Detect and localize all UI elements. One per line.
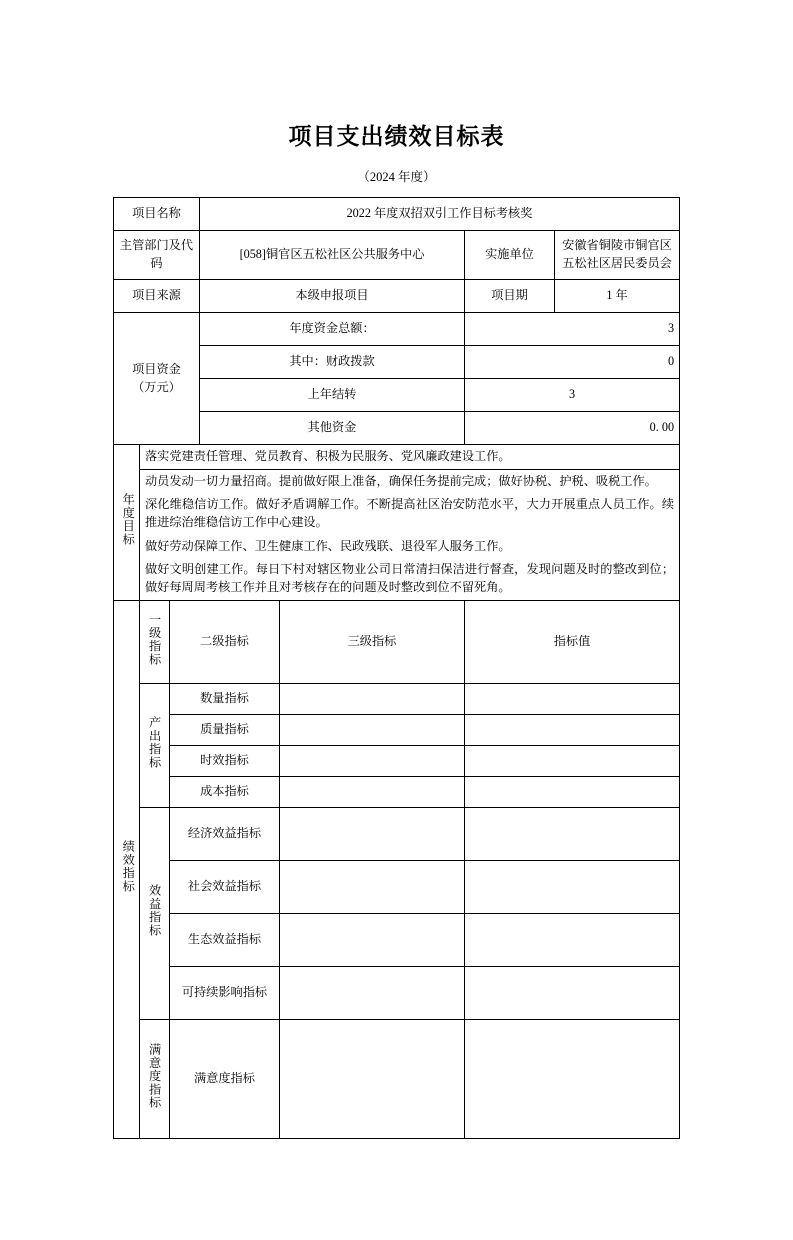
table-row: [113, 280, 679, 313]
project-period-label: 项目期: [464, 280, 554, 313]
table-row: [113, 535, 679, 559]
satisfaction-group-label: 满意度指标: [139, 1019, 169, 1138]
document-page: [0, 118, 793, 1240]
indicator-level2: 质量指标: [169, 714, 279, 745]
indicator-level2: 数量指标: [169, 683, 279, 714]
annual-goal-paragraph: 深化维稳信访工作。做好矛盾调解工作。不断提高社区治安防范水平，大力开展重点人员工作。续推进综治维稳信访工作中心建设。: [139, 493, 679, 534]
table-row: [113, 807, 679, 860]
table-row: [113, 683, 679, 714]
annual-goal-paragraph: 做好劳动保障工作、卫生健康工作、民政残联、退役军人服务工作。: [139, 535, 679, 559]
table-row: [113, 745, 679, 776]
indicator-level3: [279, 683, 464, 714]
dept-label: 主管部门及代码: [113, 231, 199, 280]
indicator-value: [464, 714, 679, 745]
table-row: [113, 558, 679, 600]
indicator-level2: 社会效益指标: [169, 860, 279, 913]
page-subtitle: （2024 年度）: [357, 170, 436, 184]
table-row: [113, 231, 679, 280]
indicator-header-level3: 三级指标: [279, 600, 464, 683]
page-title: 项目支出绩效目标表: [288, 124, 505, 149]
annual-goal-label: 年度目标: [113, 445, 139, 601]
table-row: [113, 600, 679, 683]
performance-label: 绩效指标: [113, 600, 139, 1138]
table-row: [113, 445, 679, 470]
indicator-level3: [279, 1019, 464, 1138]
funds-row-name: 其中：财政拨款: [199, 346, 464, 379]
table-row: [113, 714, 679, 745]
indicator-value: [464, 1019, 679, 1138]
funds-label-line2: （万元）: [132, 379, 181, 394]
funds-label-line1: 项目资金: [132, 361, 181, 376]
performance-target-table: [113, 197, 680, 1139]
indicator-level3: [279, 966, 464, 1019]
indicator-level2: 可持续影响指标: [169, 966, 279, 1019]
project-source-label: 项目来源: [113, 280, 199, 313]
indicator-header-level2: 二级指标: [169, 600, 279, 683]
table-row: [113, 469, 679, 493]
indicator-level3: [279, 807, 464, 860]
indicator-level2: 满意度指标: [169, 1019, 279, 1138]
funds-label: [113, 313, 199, 445]
table-row: [113, 198, 679, 231]
table-row: [113, 1019, 679, 1138]
output-group-label: 产出指标: [139, 683, 169, 807]
project-source-value: 本级申报项目: [199, 280, 464, 313]
indicator-level3: [279, 860, 464, 913]
annual-goal-paragraph: 落实党建责任管理、党员教育、积极为民服务、党风廉政建设工作。: [139, 445, 679, 470]
funds-row-value: 0. 00: [464, 412, 679, 445]
funds-row-value: 3: [464, 313, 679, 346]
indicator-value: [464, 683, 679, 714]
implementing-unit-value: 安徽省铜陵市铜官区五松社区居民委员会: [554, 231, 679, 280]
implementing-unit-label: 实施单位: [464, 231, 554, 280]
indicator-level2: 时效指标: [169, 745, 279, 776]
indicator-value: [464, 913, 679, 966]
project-name-value: 2022 年度双招双引工作目标考核奖: [199, 198, 679, 231]
indicator-level2: 成本指标: [169, 776, 279, 807]
dept-value: [058]铜官区五松社区公共服务中心: [199, 231, 464, 280]
indicator-value: [464, 966, 679, 1019]
indicator-level2: 生态效益指标: [169, 913, 279, 966]
indicator-value: [464, 745, 679, 776]
funds-row-value: 0: [464, 346, 679, 379]
funds-row-value: 3: [464, 379, 679, 412]
indicator-header-level1: 一级指标: [139, 600, 169, 683]
project-period-value: 1 年: [554, 280, 679, 313]
indicator-header-value: 指标值: [464, 600, 679, 683]
table-row: [113, 913, 679, 966]
funds-row-name: 其他资金: [199, 412, 464, 445]
table-row: [113, 313, 679, 346]
indicator-level3: [279, 745, 464, 776]
table-row: [113, 776, 679, 807]
indicator-level3: [279, 776, 464, 807]
benefit-group-label: 效益指标: [139, 807, 169, 1019]
indicator-value: [464, 807, 679, 860]
indicator-level3: [279, 714, 464, 745]
project-name-label: 项目名称: [113, 198, 199, 231]
indicator-value: [464, 776, 679, 807]
funds-row-name: 年度资金总额：: [199, 313, 464, 346]
table-row: [113, 966, 679, 1019]
annual-goal-paragraph: 动员发动一切力量招商。提前做好限上准备，确保任务提前完成；做好协税、护税、吸税工作。: [139, 469, 679, 493]
indicator-level2: 经济效益指标: [169, 807, 279, 860]
indicator-value: [464, 860, 679, 913]
table-row: [113, 493, 679, 534]
indicator-level3: [279, 913, 464, 966]
table-row: [113, 860, 679, 913]
annual-goal-paragraph: 做好文明创建工作。每日下村对辖区物业公司日常清扫保洁进行督查，发现问题及时的整改到位；做好每周周考核工作并且对考核存在的问题及时整改到位不留死角。: [139, 558, 679, 600]
funds-row-name: 上年结转: [199, 379, 464, 412]
